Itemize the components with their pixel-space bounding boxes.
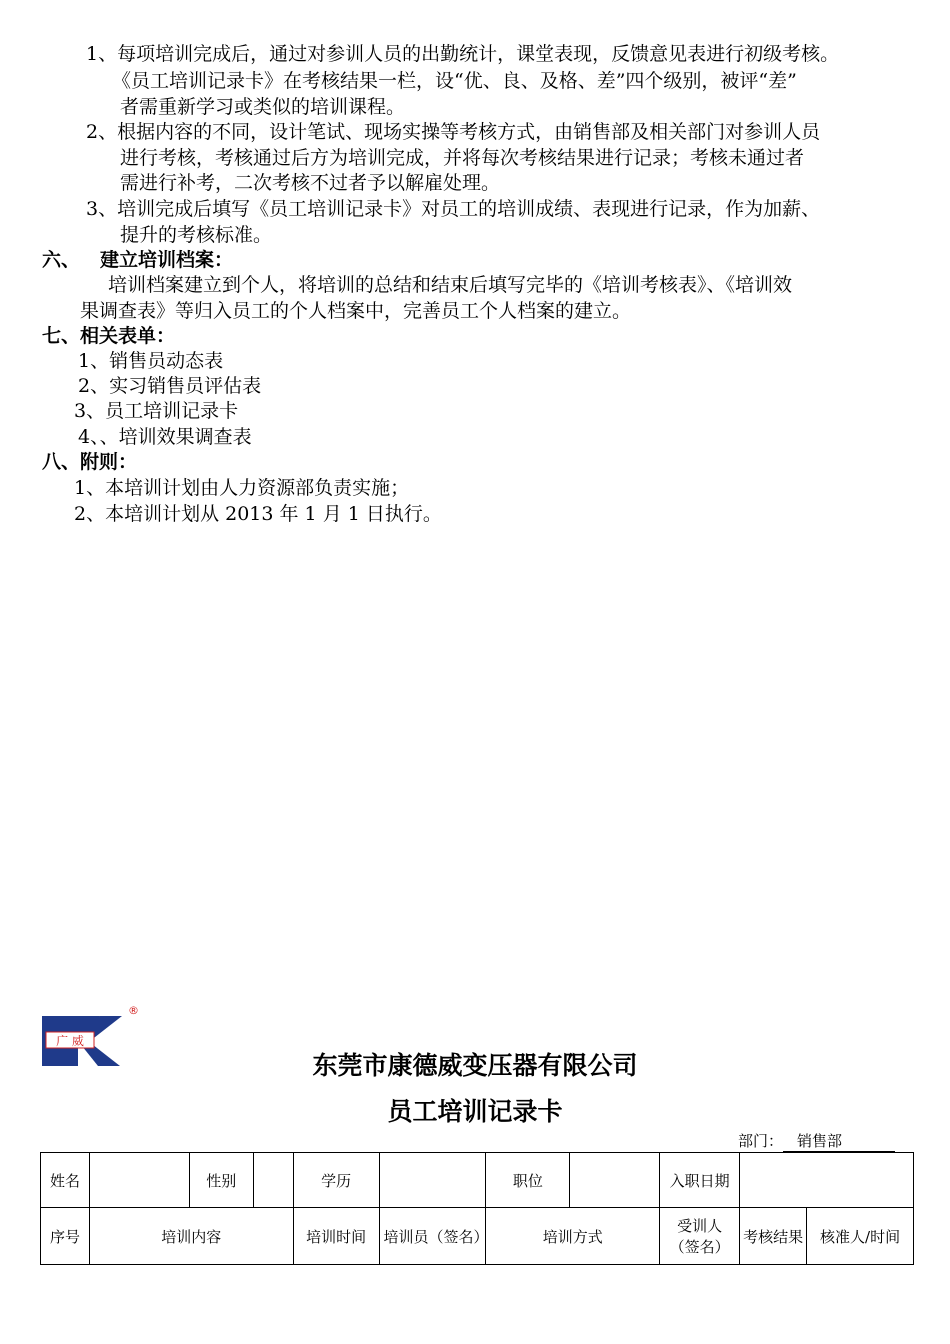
form-list-item: 4、、培训效果调查表: [78, 426, 252, 448]
col-training-time: 培训时间: [293, 1208, 379, 1265]
form-list-item: 3、员工培训记录卡: [74, 400, 239, 422]
logo-text: 广 威: [56, 1034, 84, 1048]
gender-label: 性别: [189, 1153, 253, 1208]
col-assessment-result: 考核结果: [740, 1208, 807, 1264]
section-6-title: 建立培训档案：: [100, 249, 234, 271]
section-6-line: 培训档案建立到个人，将培训的总结和结束后填写完毕的《培训考核表》、《培训效: [108, 274, 793, 296]
appendix-item: 1、本培训计划由人力资源部负责实施；: [74, 477, 410, 499]
department-label: 部门：: [738, 1132, 784, 1150]
result-approver-cell: [740, 1208, 914, 1265]
section-8-title: 八、附则：: [42, 451, 138, 473]
section-6-line: 果调查表》等归入员工的个人档案中，完善员工个人档案的建立。: [80, 300, 632, 322]
text-line: 需进行补考，二次考核不过者予以解雇处理。: [120, 172, 501, 194]
col-trainer-signature: 培训员（签名）: [379, 1208, 486, 1265]
header-row: [41, 1208, 914, 1265]
text-line: 1、每项培训完成后，通过对参训人员的出勤统计，课堂表现，反馈意见表进行初级考核。: [86, 43, 840, 65]
gender-value[interactable]: [253, 1153, 293, 1208]
text-line: 提升的考核标准。: [120, 224, 273, 246]
appendix-item: 2、本培训计划从 2013 年 1 月 1 日执行。: [74, 503, 442, 525]
info-row: [41, 1153, 914, 1208]
text-line: 进行考核，考核通过后方为培训完成，并将每次考核结果进行记录；考核未通过者: [120, 147, 805, 169]
form-list-item: 2、实习销售员评估表: [78, 375, 262, 397]
col-training-content: 培训内容: [89, 1208, 293, 1265]
name-value[interactable]: [89, 1153, 189, 1208]
name-label: 姓名: [41, 1153, 90, 1208]
department-field: [738, 1130, 895, 1152]
text-line: 者需重新学习或类似的培训课程。: [120, 96, 406, 118]
hire-date-label: 入职日期: [660, 1153, 740, 1208]
section-6-number: 六、: [42, 249, 81, 271]
col-training-method: 培训方式: [486, 1208, 660, 1265]
text-line: 3、培训完成后填写《员工培训记录卡》对员工的培训成绩、表现进行记录，作为加薪、: [86, 198, 821, 220]
text-line: 《员工培训记录卡》在考核结果一栏，设“优、良、及格、差”四个级别，被评“差”: [112, 70, 797, 92]
col-serial: 序号: [41, 1208, 90, 1265]
department-value: 销售部: [783, 1130, 895, 1152]
position-value[interactable]: [570, 1153, 660, 1208]
hire-date-value[interactable]: [740, 1153, 914, 1208]
section-7-title: 七、相关表单：: [42, 325, 176, 347]
registered-mark: ®: [128, 1004, 139, 1017]
education-value[interactable]: [379, 1153, 486, 1208]
card-title: 员工培训记录卡: [387, 1097, 563, 1126]
col-approver-time: 核准人/时间: [820, 1227, 901, 1246]
text-line: 2、根据内容的不同，设计笔试、现场实操等考核方式，由销售部及相关部门对参训人员: [86, 121, 821, 143]
company-name: 东莞市康德威变压器有限公司: [312, 1051, 638, 1080]
form-list-item: 1、销售员动态表: [78, 350, 224, 372]
education-label: 学历: [293, 1153, 379, 1208]
training-record-table: [40, 1152, 914, 1265]
col-trainee-signature: 受训人（签名）: [660, 1208, 740, 1265]
position-label: 职位: [486, 1153, 570, 1208]
